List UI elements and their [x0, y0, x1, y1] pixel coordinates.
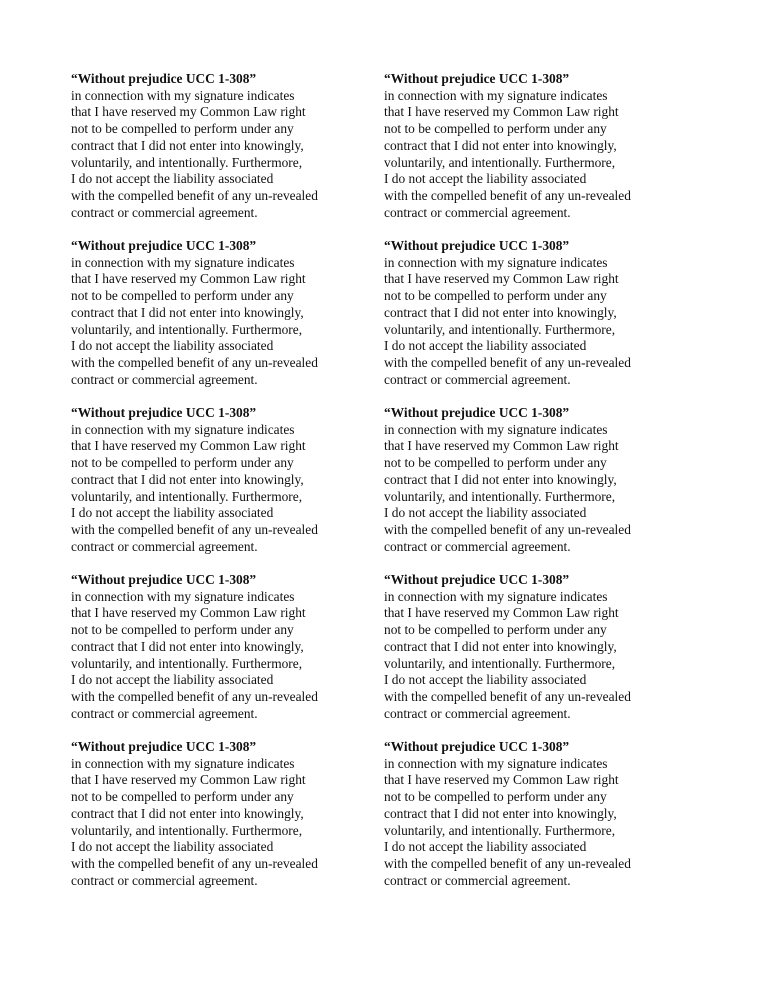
statement-line: that I have reserved my Common Law right	[71, 104, 306, 120]
statement-block	[71, 572, 384, 739]
statement-line: with the compelled benefit of any un-revealed	[384, 354, 631, 370]
statement-line: contract or commercial agreement.	[384, 204, 571, 220]
statement-line: not to be compelled to perform under any	[384, 789, 607, 805]
statement-line: that I have reserved my Common Law right	[384, 605, 619, 621]
statement-line: with the compelled benefit of any un-revealed	[71, 688, 318, 704]
statement-line: voluntarily, and intentionally. Furthermore,	[384, 154, 616, 170]
statement-line: contract that I did not enter into knowingly,	[384, 638, 617, 654]
statement-title: “Without prejudice UCC 1-308”	[71, 405, 257, 420]
statement-line: I do not accept the liability associated	[71, 505, 274, 521]
statement-line: that I have reserved my Common Law right	[384, 271, 619, 287]
statement-block	[384, 238, 691, 405]
statement-line: with the compelled benefit of any un-revealed	[71, 187, 318, 203]
statement-block	[384, 405, 691, 572]
statement-line: I do not accept the liability associated	[71, 839, 274, 855]
statement-line: I do not accept the liability associated	[384, 505, 587, 521]
statement-line: that I have reserved my Common Law right	[71, 271, 306, 287]
statement-line: in connection with my signature indicates	[71, 254, 295, 270]
statement-title: “Without prejudice UCC 1-308”	[71, 238, 257, 253]
statement-line: I do not accept the liability associated	[71, 672, 274, 688]
statement-line: in connection with my signature indicates	[384, 87, 608, 103]
statement-title: “Without prejudice UCC 1-308”	[71, 739, 257, 754]
statement-line: contract that I did not enter into knowingly,	[71, 805, 304, 821]
statement-line: not to be compelled to perform under any	[71, 121, 294, 137]
statement-line: contract or commercial agreement.	[384, 371, 571, 387]
statement-line: I do not accept the liability associated	[384, 839, 587, 855]
statement-line: voluntarily, and intentionally. Furthermore,	[71, 822, 303, 838]
statement-line: that I have reserved my Common Law right	[71, 605, 306, 621]
statement-line: contract that I did not enter into knowingly,	[71, 304, 304, 320]
statement-line: that I have reserved my Common Law right	[384, 438, 619, 454]
statement-line: contract that I did not enter into knowingly,	[71, 471, 304, 487]
statement-line: with the compelled benefit of any un-revealed	[71, 354, 318, 370]
statement-line: voluntarily, and intentionally. Furthermore,	[384, 655, 616, 671]
statement-line: contract or commercial agreement.	[384, 538, 571, 554]
statement-line: not to be compelled to perform under any	[71, 455, 294, 471]
statement-line: not to be compelled to perform under any	[384, 121, 607, 137]
statement-line: contract or commercial agreement.	[71, 705, 258, 721]
statement-line: voluntarily, and intentionally. Furthermore,	[71, 154, 303, 170]
statement-line: with the compelled benefit of any un-revealed	[71, 521, 318, 537]
statement-title: “Without prejudice UCC 1-308”	[384, 405, 570, 420]
statement-title: “Without prejudice UCC 1-308”	[71, 71, 257, 86]
statement-line: with the compelled benefit of any un-revealed	[384, 855, 631, 871]
statement-line: that I have reserved my Common Law right	[384, 772, 619, 788]
statement-line: I do not accept the liability associated	[384, 171, 587, 187]
statement-line: contract that I did not enter into knowingly,	[384, 471, 617, 487]
statement-line: contract or commercial agreement.	[71, 371, 258, 387]
statement-line: in connection with my signature indicates	[384, 755, 608, 771]
statement-line: voluntarily, and intentionally. Furthermore,	[384, 488, 616, 504]
statement-line: in connection with my signature indicates	[384, 421, 608, 437]
statement-line: not to be compelled to perform under any	[384, 288, 607, 304]
statement-line: in connection with my signature indicates	[384, 588, 608, 604]
statement-title: “Without prejudice UCC 1-308”	[384, 572, 570, 587]
statement-grid	[71, 71, 691, 906]
statement-title: “Without prejudice UCC 1-308”	[384, 739, 570, 754]
statement-line: contract that I did not enter into knowingly,	[71, 638, 304, 654]
statement-line: contract or commercial agreement.	[384, 872, 571, 888]
statement-line: not to be compelled to perform under any	[71, 789, 294, 805]
statement-line: in connection with my signature indicates	[71, 421, 295, 437]
statement-line: not to be compelled to perform under any	[384, 622, 607, 638]
statement-block	[71, 405, 384, 572]
statement-line: contract that I did not enter into knowingly,	[384, 805, 617, 821]
statement-block	[384, 71, 691, 238]
statement-line: contract or commercial agreement.	[71, 538, 258, 554]
statement-line: contract that I did not enter into knowingly,	[71, 137, 304, 153]
statement-line: voluntarily, and intentionally. Furthermore,	[384, 822, 616, 838]
statement-line: in connection with my signature indicates	[384, 254, 608, 270]
statement-block	[384, 739, 691, 906]
statement-line: contract or commercial agreement.	[71, 204, 258, 220]
statement-line: with the compelled benefit of any un-revealed	[71, 855, 318, 871]
statement-line: voluntarily, and intentionally. Furthermore,	[71, 655, 303, 671]
statement-line: contract or commercial agreement.	[384, 705, 571, 721]
statement-line: voluntarily, and intentionally. Furthermore,	[71, 321, 303, 337]
statement-line: I do not accept the liability associated	[71, 171, 274, 187]
statement-line: that I have reserved my Common Law right	[71, 772, 306, 788]
statement-line: voluntarily, and intentionally. Furthermore,	[71, 488, 303, 504]
statement-block	[384, 572, 691, 739]
statement-line: contract or commercial agreement.	[71, 872, 258, 888]
statement-line: in connection with my signature indicates	[71, 588, 295, 604]
statement-line: voluntarily, and intentionally. Furthermore,	[384, 321, 616, 337]
statement-line: I do not accept the liability associated	[71, 338, 274, 354]
statement-line: contract that I did not enter into knowingly,	[384, 304, 617, 320]
statement-title: “Without prejudice UCC 1-308”	[384, 71, 570, 86]
statement-line: not to be compelled to perform under any	[384, 455, 607, 471]
statement-line: contract that I did not enter into knowingly,	[384, 137, 617, 153]
statement-title: “Without prejudice UCC 1-308”	[384, 238, 570, 253]
statement-line: not to be compelled to perform under any	[71, 288, 294, 304]
statement-line: that I have reserved my Common Law right	[384, 104, 619, 120]
statement-line: I do not accept the liability associated	[384, 338, 587, 354]
statement-line: in connection with my signature indicates	[71, 87, 295, 103]
statement-line: with the compelled benefit of any un-revealed	[384, 521, 631, 537]
statement-line: with the compelled benefit of any un-revealed	[384, 187, 631, 203]
statement-line: that I have reserved my Common Law right	[71, 438, 306, 454]
statement-line: in connection with my signature indicates	[71, 755, 295, 771]
statement-block	[71, 71, 384, 238]
statement-line: not to be compelled to perform under any	[71, 622, 294, 638]
statement-block	[71, 238, 384, 405]
statement-block	[71, 739, 384, 906]
statement-line: I do not accept the liability associated	[384, 672, 587, 688]
statement-title: “Without prejudice UCC 1-308”	[71, 572, 257, 587]
statement-line: with the compelled benefit of any un-revealed	[384, 688, 631, 704]
